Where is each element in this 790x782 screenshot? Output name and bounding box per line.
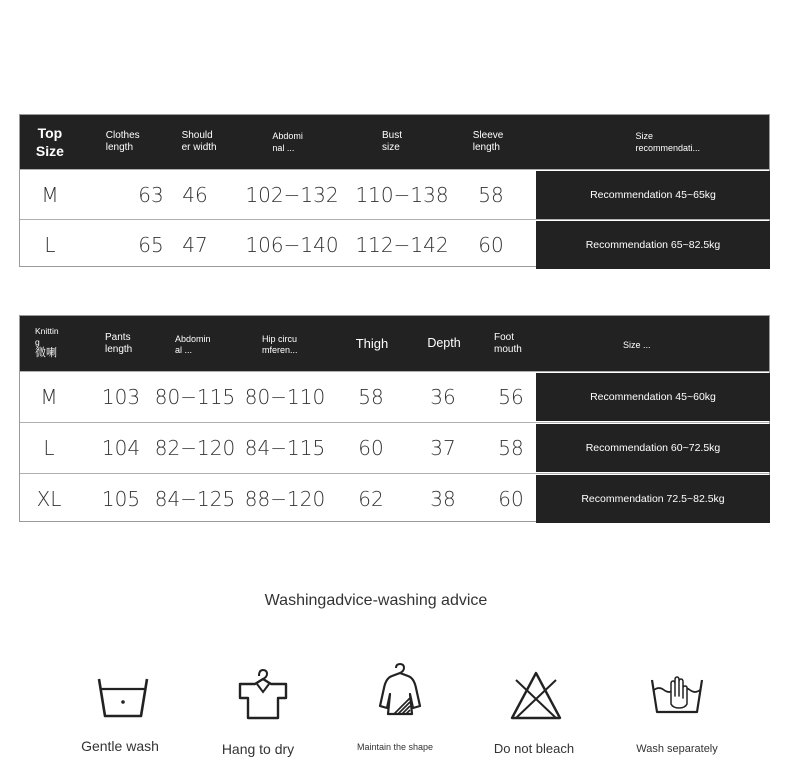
- size-cell: M: [40, 385, 58, 409]
- gentle-wash-icon: [95, 676, 151, 722]
- header-foot-mouth: Foot mouth: [494, 332, 522, 355]
- value-cell: 65: [138, 232, 164, 257]
- value-cell: 110−138: [355, 182, 449, 207]
- value-cell: 58: [358, 385, 384, 409]
- do-not-bleach-icon: [508, 670, 564, 722]
- bottom-size-table: [19, 315, 770, 522]
- table-row: [20, 371, 769, 422]
- recommendation-cell: Recommendation 72.5~82.5kg: [536, 475, 770, 523]
- hang-to-dry-icon: [235, 668, 291, 720]
- corner-label: Knittin g 微喇: [35, 326, 59, 359]
- recommendation-cell: Recommendation 60~72.5kg: [536, 424, 770, 472]
- table-row: [20, 422, 769, 473]
- header-size-recommendation: Size recommendati...: [635, 131, 701, 153]
- size-cell: M: [41, 182, 59, 207]
- value-cell: 80−110: [244, 385, 326, 409]
- care-item-do-not-bleach: [476, 670, 596, 722]
- value-cell: 105: [101, 487, 141, 511]
- header-abdominal: Abdomi nal ...: [272, 131, 303, 153]
- value-cell: 80−115: [154, 385, 236, 409]
- care-label: Wash separately: [636, 743, 718, 755]
- value-cell: 47: [182, 232, 208, 257]
- value-cell: 60: [498, 487, 524, 511]
- care-item-wash-separately: [617, 674, 737, 718]
- header-pants-length: Pants length: [105, 332, 133, 355]
- value-cell: 102−132: [245, 182, 339, 207]
- top-size-table: [19, 114, 770, 267]
- header-thigh: Thigh: [355, 336, 389, 351]
- table-header: [20, 115, 769, 169]
- table-row: [20, 473, 769, 524]
- value-cell: 104: [101, 436, 141, 460]
- header-bust-size: Bust size: [382, 130, 403, 153]
- header-shoulder-width: Should er width: [181, 130, 217, 153]
- value-cell: 112−142: [355, 232, 449, 257]
- table-row: [20, 219, 769, 269]
- value-cell: 60: [478, 232, 504, 257]
- value-cell: 88−120: [244, 487, 326, 511]
- value-cell: 36: [430, 385, 456, 409]
- value-cell: 58: [498, 436, 524, 460]
- value-cell: 84−125: [154, 487, 236, 511]
- maintain-shape-icon: [372, 662, 428, 718]
- header-depth: Depth: [427, 336, 461, 350]
- value-cell: 58: [478, 182, 504, 207]
- recommendation-cell: Recommendation 45~60kg: [536, 373, 770, 421]
- size-cell: L: [43, 436, 55, 460]
- recommendation-cell: Recommendation 45~65kg: [536, 171, 770, 219]
- value-cell: 46: [182, 182, 208, 207]
- care-label: Gentle wash: [81, 738, 159, 754]
- table-header: [20, 316, 769, 371]
- care-item-gentle-wash: [63, 676, 183, 722]
- value-cell: 37: [430, 436, 456, 460]
- header-sleeve-length: Sleeve length: [472, 130, 504, 153]
- wash-separately-icon: [649, 674, 705, 718]
- recommendation-cell: Recommendation 65~82.5kg: [536, 221, 770, 269]
- care-label: Hang to dry: [221, 741, 295, 757]
- washing-advice-title: Washingadvice-washing advice: [264, 592, 488, 609]
- value-cell: 84−115: [244, 436, 326, 460]
- value-cell: 103: [101, 385, 141, 409]
- header-size-recommendation: Size ...: [623, 340, 651, 350]
- value-cell: 106−140: [245, 232, 339, 257]
- corner-label: Top Size: [35, 125, 64, 159]
- care-item-hang-to-dry: [203, 668, 323, 720]
- table-row: [20, 169, 769, 219]
- value-cell: 60: [358, 436, 384, 460]
- size-cell: XL: [36, 487, 62, 511]
- header-clothes-length: Clothes length: [105, 130, 140, 153]
- value-cell: 82−120: [154, 436, 236, 460]
- value-cell: 62: [358, 487, 384, 511]
- care-instructions: [0, 660, 790, 770]
- size-cell: L: [44, 232, 56, 257]
- care-item-maintain-shape: [340, 662, 460, 718]
- care-label: Maintain the shape: [356, 742, 434, 752]
- value-cell: 63: [138, 182, 164, 207]
- value-cell: 56: [498, 385, 524, 409]
- header-hip-circumference: Hip circu mferen...: [262, 334, 298, 355]
- header-abdominal: Abdomin al ...: [175, 334, 211, 355]
- value-cell: 38: [430, 487, 456, 511]
- care-label: Do not bleach: [493, 741, 575, 756]
